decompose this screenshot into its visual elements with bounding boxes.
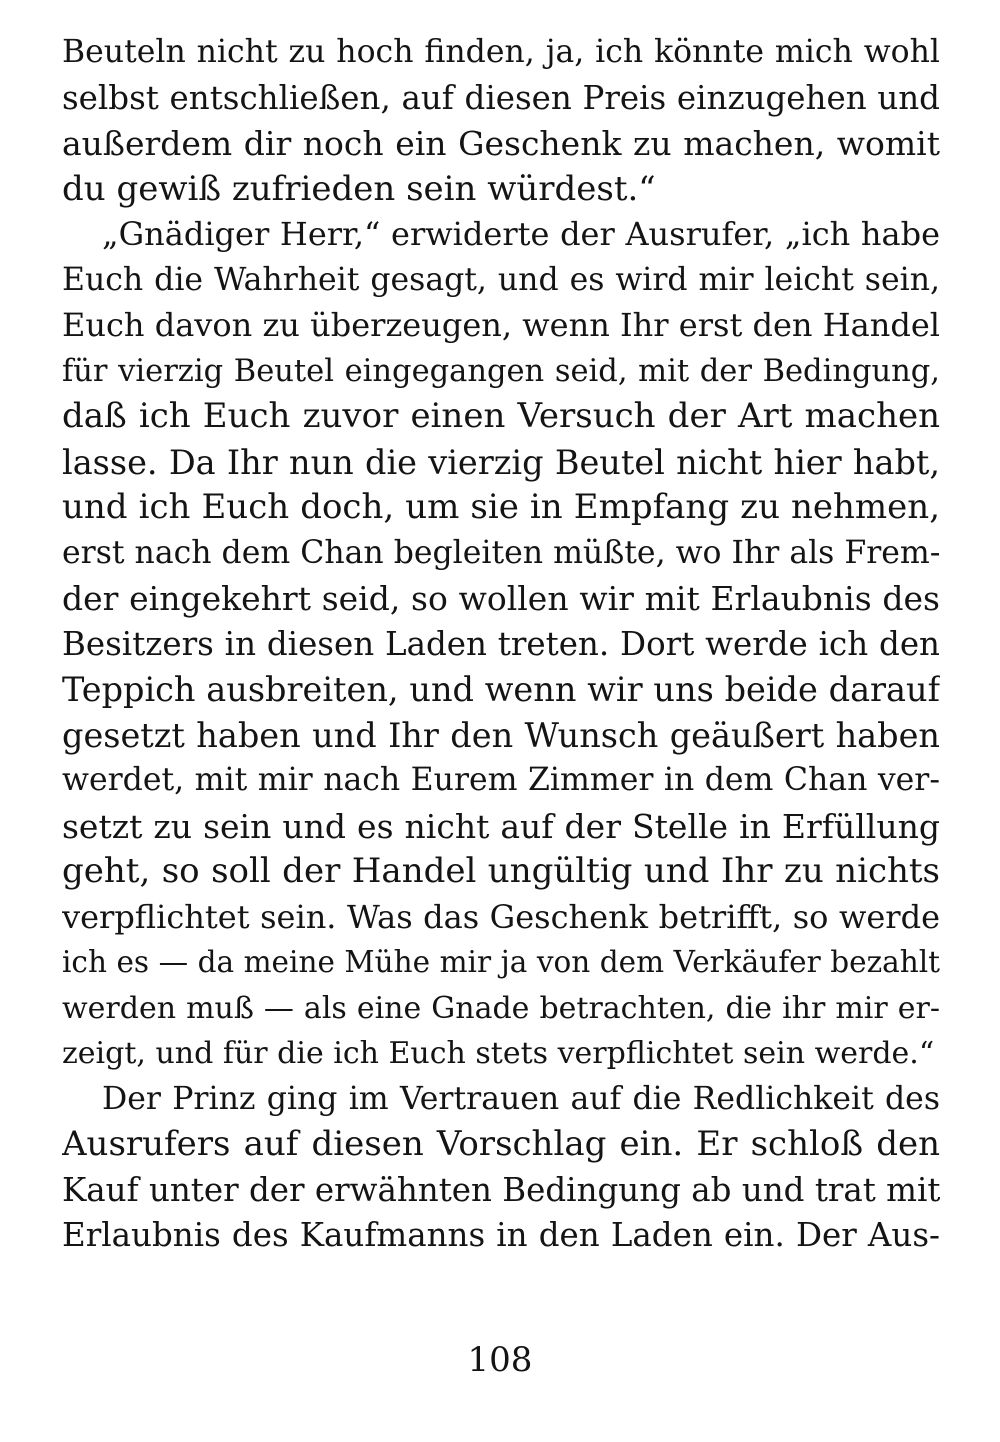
text-line: setzt zu sein und es nicht auf der Stelle in Erfüllung <box>62 806 940 846</box>
text-line: erst nach dem Chan begleiten müßte, wo Ihr als Frem- <box>62 534 940 571</box>
text-line: ich es — da meine Mühe mir ja von dem Verkäufer bezahlt <box>62 945 940 979</box>
text-line: werdet, mit mir nach Eurem Zimmer in dem Chan ver- <box>62 762 940 798</box>
text-line: Euch die Wahrheit gesagt, und es wird mir leicht sein, <box>62 261 940 298</box>
text-line: Kauf unter der erwähnten Bedingung ab und trat mit <box>62 1170 940 1209</box>
text-line: Teppich ausbreiten, und wenn wir uns beide darauf <box>62 670 940 709</box>
text-line: werden muß — als eine Gnade betrachten, die ihr mir er- <box>62 990 940 1026</box>
text-line: verpflichtet sein. Was das Geschenk betrifft, so werde <box>62 897 940 936</box>
text-line: Beuteln nicht zu hoch finden, ja, ich könnte mich wohl <box>62 34 940 70</box>
text-line: daß ich Euch zuvor einen Versuch der Art machen <box>62 396 940 436</box>
text-line: für vierzig Beutel eingegangen seid, mit der Bedingung, <box>62 353 940 389</box>
text-line: Ausrufers auf diesen Vorschlag ein. Er schloß den <box>62 1124 940 1164</box>
page-number: 108 <box>467 1340 533 1380</box>
text-line: Euch davon zu überzeugen, wenn Ihr erst den Handel <box>62 306 940 344</box>
text-line: du gewiß zufrieden sein würdest.“ <box>62 168 656 209</box>
text-line: außerdem dir noch ein Geschenk zu machen, womit <box>62 124 940 163</box>
paragraph-start-line: „Gnädiger Herr,“ erwiderte der Ausrufer, „ich habe <box>102 215 940 253</box>
paragraph-start-line: Der Prinz ging im Vertrauen auf die Redlichkeit des <box>102 1080 940 1117</box>
text-line: der eingekehrt seid, so wollen wir mit Erlaubnis des <box>62 579 940 618</box>
text-line: und ich Euch doch, um sie in Empfang zu nehmen, <box>62 487 940 527</box>
text-line: selbst entschließen, auf diesen Preis einzugehen und <box>62 78 940 117</box>
text-line: zeigt, und für die ich Euch stets verpflichtet sein werde.“ <box>62 1036 935 1071</box>
text-line: geht, so soll der Handel ungültig und Ihr zu nichts <box>62 851 940 891</box>
text-line: Erlaubnis des Kaufmanns in den Laden ein. Der Aus- <box>62 1216 940 1254</box>
text-line: lasse. Da Ihr nun die vierzig Beutel nicht hier habt, <box>62 442 940 482</box>
text-line: Besitzers in diesen Laden treten. Dort werde ich den <box>62 624 940 663</box>
text-line: gesetzt haben und Ihr den Wunsch geäußert haben <box>62 715 940 755</box>
book-page <box>62 30 940 1259</box>
